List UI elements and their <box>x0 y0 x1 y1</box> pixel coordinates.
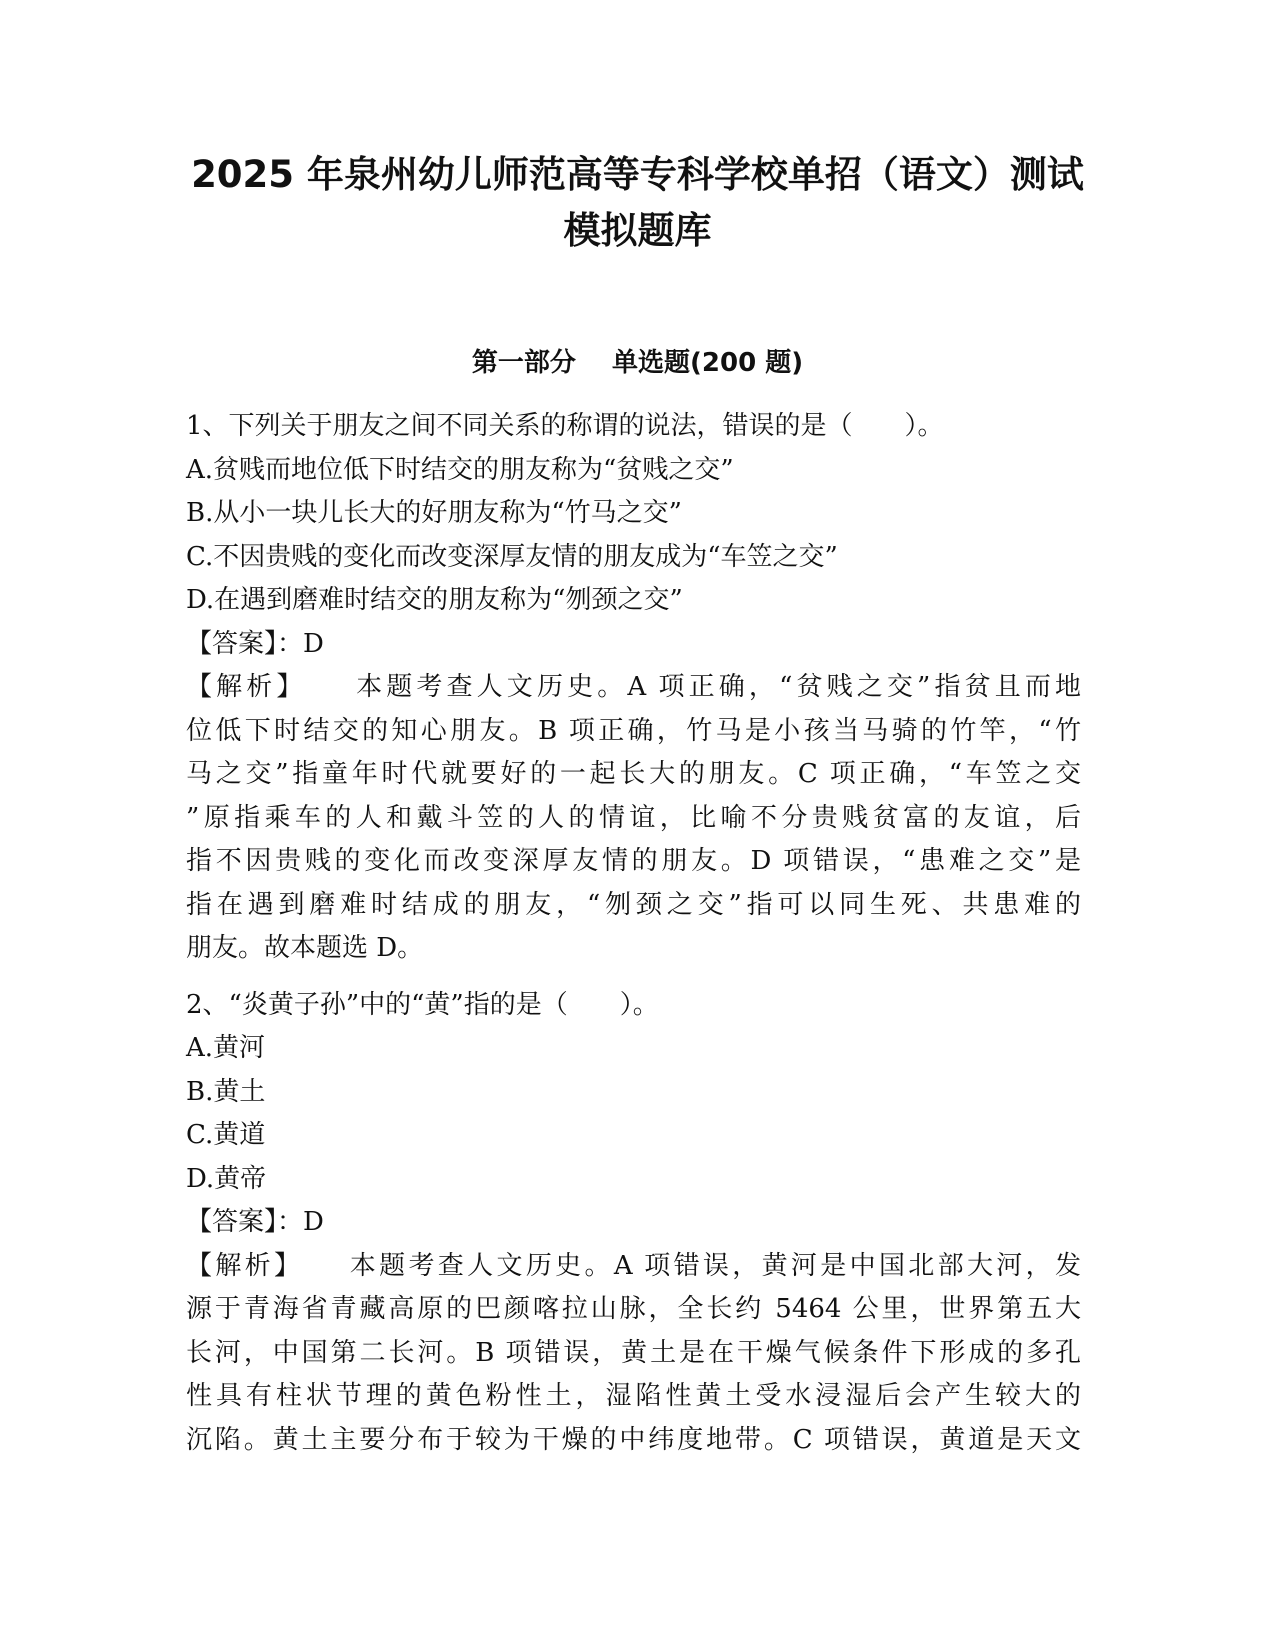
section-heading: 第一部分 单选题(200 题) <box>471 348 804 378</box>
document-title <box>150 147 1125 259</box>
question-stem: 1、下列关于朋友之间不同关系的称谓的说法，错误的是（ ）。 <box>186 411 944 441</box>
analysis-line: ”原指乘车的人和戴斗笠的人的情谊，比喻不分贵贱贫富的友谊，后 <box>186 802 1081 833</box>
option-a: A.贫贱而地位低下时结交的朋友称为“贫贱之交” <box>186 454 734 485</box>
answer: 【答案】：D <box>186 628 324 659</box>
question-gap <box>186 971 1081 984</box>
option-a: A.黄河 <box>186 1033 266 1063</box>
analysis-line: 位低下时结交的知心朋友。B 项正确，竹马是小孩当马骑的竹竿，“竹 <box>186 715 1081 746</box>
analysis-line: 性具有柱状节理的黄色粉性土，湿陷性黄土受水浸湿后会产生较大的 <box>186 1381 1081 1411</box>
option-d: D.在遇到磨难时结交的朋友称为“刎颈之交” <box>186 585 683 615</box>
analysis-line: 指在遇到磨难时结成的朋友，“刎颈之交”指可以同生死、共患难的 <box>186 889 1081 920</box>
question-1 <box>186 405 1081 971</box>
analysis <box>186 1245 1081 1463</box>
analysis-line: 【解析】 本题考查人文历史。A 项错误，黄河是中国北部大河，发 <box>186 1250 1081 1281</box>
option-b: B.黄土 <box>186 1076 266 1107</box>
option-c: C.黄道 <box>186 1120 266 1150</box>
analysis-line: 长河，中国第二长河。B 项错误，黄土是在干燥气候条件下形成的多孔 <box>186 1337 1081 1368</box>
analysis-line: 沉陷。黄土主要分布于较为干燥的中纬度地带。C 项错误，黄道是天文 <box>186 1424 1081 1455</box>
question-list <box>186 405 1081 1462</box>
analysis-line: 朋友。故本题选 D。 <box>186 933 424 963</box>
analysis-line: 指不因贵贱的变化而改变深厚友情的朋友。D 项错误，“患难之交”是 <box>186 846 1081 876</box>
answer: 【答案】：D <box>186 1207 324 1237</box>
question-2 <box>186 984 1081 1463</box>
analysis <box>186 666 1081 971</box>
title-line-2: 模拟题库 <box>563 209 712 252</box>
option-c: C.不因贵贱的变化而改变深厚友情的朋友成为“车笠之交” <box>186 541 838 572</box>
option-d: D.黄帝 <box>186 1163 267 1194</box>
question-stem: 2、“炎黄子孙”中的“黄”指的是（ ）。 <box>186 989 659 1020</box>
title-line-1: 2025 年泉州幼儿师范高等专科学校单招（语文）测试 <box>191 153 1084 196</box>
analysis-line: 马之交”指童年时代就要好的一起长大的朋友。C 项正确，“车笠之交 <box>186 759 1081 789</box>
analysis-line: 源于青海省青藏高原的巴颜喀拉山脉，全长约 5464 公里，世界第五大 <box>186 1294 1081 1324</box>
analysis-line: 【解析】 本题考查人文历史。A 项正确，“贫贱之交”指贫且而地 <box>186 672 1081 702</box>
option-b: B.从小一块儿长大的好朋友称为“竹马之交” <box>186 498 682 528</box>
